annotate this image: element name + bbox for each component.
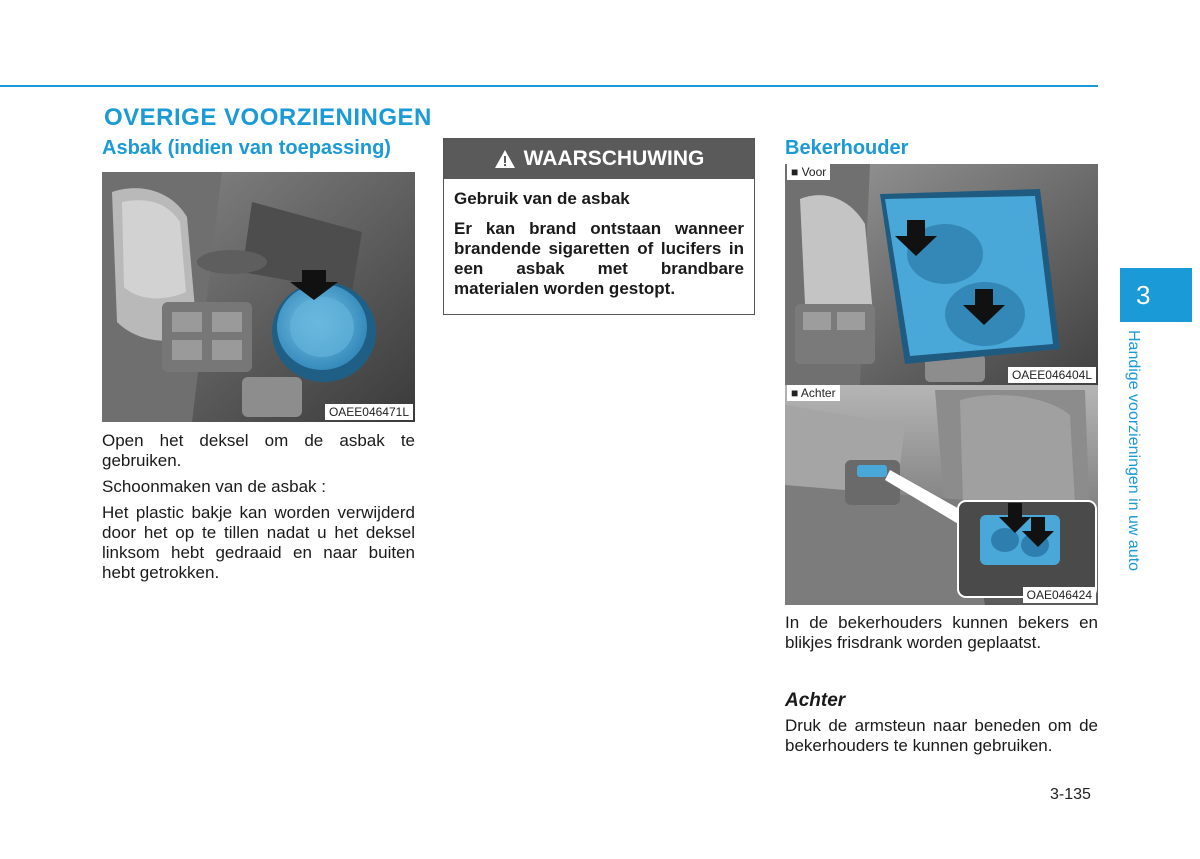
- warning-body: [444, 179, 754, 299]
- cupholder-text: [785, 613, 1098, 659]
- ashtray-paragraph-1: Open het deksel om de asbak te gebruiken.: [102, 431, 415, 470]
- section-title: OVERIGE VOORZIENINGEN: [104, 104, 432, 131]
- ashtray-photo-code: OAEE046471L: [325, 404, 413, 420]
- rear-cupholder-photo: [785, 385, 1098, 605]
- front-photo-label: ■ Voor: [787, 164, 830, 180]
- ashtray-paragraph-3: Het plastic bakje kan worden verwijderd door het op te tillen nadat u het deksel linksom hebt gedraaid en naar buiten hebt getrokken.: [102, 503, 415, 582]
- warning-triangle-icon: [494, 149, 516, 169]
- front-cupholder-photo: [785, 164, 1098, 385]
- warning-title: WAARSCHUWING: [523, 147, 705, 170]
- rear-photo-code: OAE046424: [1023, 587, 1096, 603]
- ashtray-heading: Asbak (indien van toepassing): [102, 137, 391, 159]
- chapter-tab: [1120, 268, 1192, 322]
- front-photo-code: OAEE046404L: [1008, 367, 1096, 383]
- warning-box: [443, 138, 755, 315]
- rear-text: [785, 716, 1098, 762]
- warning-subtitle: Gebruik van de asbak: [454, 189, 630, 208]
- rear-photo-label: ■ Achter: [787, 385, 840, 401]
- page-number: 3-135: [1050, 786, 1091, 803]
- rear-paragraph: Druk de armsteun naar beneden om de bekerhouders te kunnen gebruiken.: [785, 716, 1098, 755]
- header-rule: [0, 85, 1098, 87]
- chapter-number: 3: [1136, 279, 1151, 310]
- warning-header: [444, 139, 754, 179]
- rear-subheading: Achter: [785, 690, 846, 711]
- ashtray-text: [102, 431, 415, 589]
- ashtray-photo: [102, 172, 415, 422]
- cupholder-paragraph-1: In de bekerhouders kunnen bekers en blikjes frisdrank worden geplaatst.: [785, 613, 1098, 652]
- warning-text: Er kan brand ontstaan wanneer brandende sigaretten of lucifers in een asbak met brandbare materialen worden gestopt.: [454, 219, 744, 298]
- chapter-title: Handige voorzieningen in uw auto: [1125, 330, 1142, 572]
- cupholder-heading: Bekerhouder: [785, 137, 909, 159]
- ashtray-paragraph-2: Schoonmaken van de asbak :: [102, 477, 326, 496]
